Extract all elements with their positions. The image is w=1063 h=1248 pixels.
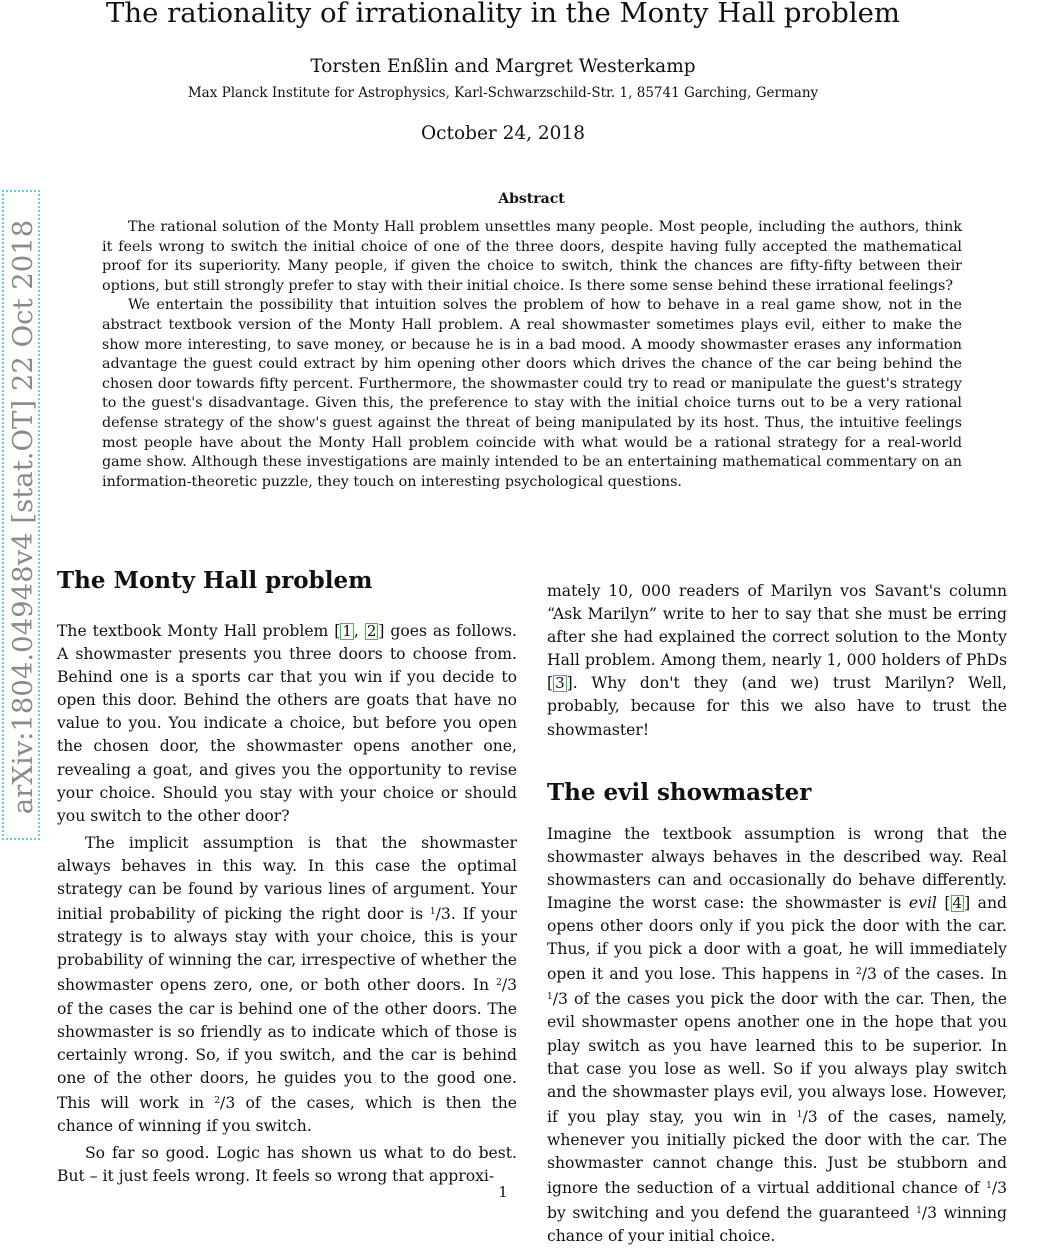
fraction-one-third: $^1$/3 [547, 990, 568, 1009]
fraction-one-third: $^1$/3 [916, 1204, 938, 1223]
arxiv-stamp[interactable] [2, 190, 40, 840]
abstract-paragraph: We entertain the possibility that intuition solves the problem of how to behave in a real game show, not in the abstract textbook version of the Monty Hall problem. A real showmaster sometimes plays evil, either to make the show more interesting, to save money, or because he is in a bad mood. A moody showmaster erases any information advantage the guest could extract by him opening other doors which drives the chance of the car being behind the chosen door towards fifty percent. Furthermore, the showmaster could try to read or manipulate the guest's strategy to the guest's disadvantage. Given this, the preference to stay with the initial choice turns out to be a very rational defense strategy of the show's guest against the threat of being manipulated by its host. Thus, the intuitive feelings most people have about the Monty Hall problem coincide with what would be a rational strategy for a real-world game show. Although these investigations are mainly intended to be an entertaining mathematical commentary on an information-theoretic puzzle, they touch on interesting psychological questions. [102, 297, 962, 490]
citation-link[interactable]: 4 [952, 893, 963, 912]
citation-link[interactable]: 2 [366, 622, 377, 640]
section-title-monty-hall: The Monty Hall problem [57, 567, 373, 594]
affiliation: Max Planck Institute for Astrophysics, Karl-Schwarzschild-Str. 1, 85741 Garching, Germany [187, 85, 819, 101]
abstract-paragraph: The rational solution of the Monty Hall problem unsettles many people. Most people, including the authors, think it feels wrong to switch the initial choice of one of the three doors, despite having fully accepted the mathematical proof for its superiority. Many people, if given the choice to switch, think the chances are fifty-fifty between their options, but still strongly prefer to stay with their initial choice. Is there some sense behind these irrational feelings? [102, 219, 962, 294]
fraction-one-third: $^1$/3 [986, 1179, 1007, 1198]
date: October 24, 2018 [421, 123, 585, 144]
fraction-one-third: $^1$/3 [429, 905, 451, 924]
abstract-heading: Abstract [498, 191, 565, 207]
section-paragraph: mately 10, 000 readers of Marilyn vos Savant's column “Ask Marilyn” write to her to say that she must be erring after she had explained the correct solution to the Monty Hall problem. Among them, nearly 1, 000 holders of PhDs [ 3 ]. Why don't they (and we) trust Marilyn? Well, probably, because for this we also have to trust the showmaster! [547, 582, 1007, 739]
section-paragraph: The implicit assumption is that the showmaster always behaves in this way. In this case the optimal strategy can be found by various lines of argument. Your initial probability of picking the right door is $^1$/3. If your strategy is to always stay with your choice, this is your probability of winning the car, irrespective of whether the showmaster opens zero, one, or both other doors. In $^2$/3 of the cases the car is behind one of the other doors. The showmaster is so friendly as to indicate which of those is certainly wrong. So, if you switch, and the car is behind one of the other doors, he guides you to the good one. This will work in $^2$/3 of the cases, which is then the chance of winning if you switch. [57, 833, 517, 1135]
left-column [57, 566, 517, 1188]
emphasis-evil: evil [908, 893, 937, 912]
fraction-two-thirds: $^2$/3 [856, 965, 877, 984]
fraction-two-thirds: $^2$/3 [496, 976, 517, 995]
paper-title: The rationality of irrationality in the Monty Hall problem [106, 0, 900, 29]
section-title-evil-showmaster: The evil showmaster [547, 778, 812, 806]
citation-link[interactable]: 3 [555, 674, 565, 693]
fraction-one-third: $^1$/3 [796, 1107, 818, 1126]
authors: Torsten Enßlin and Margret Westerkamp [310, 56, 696, 77]
page-number: 1 [498, 1183, 508, 1201]
section-paragraph: Imagine the textbook assumption is wrong that the showmaster always behaves in the described way. Real showmasters can and occasionally do behave differently. Imagine the worst case: the showmaster is evil [ 4 ] and opens other doors only if you pick the door with the car. Thus, if you pick a door with a goat, he will immediately open it and you lose. This happens in $^2$/3 of the cases. In $^1$/3 of the cases you pick the door with the car. Then, the evil showmaster opens another one in the hope that you play switch as you have learned this to be superior. In that case you lose as well. So if you always play switch and the showmaster plays evil, you always lose. However, if you play stay, you win in $^1$/3 of the cases, namely, whenever you initially picked the door with the car. The showmaster cannot change this. Just be stubborn and ignore the seduction of a virtual additional chance of $^1$/3 by switching and you defend the guaranteed $^1$/3 winning chance of your initial choice. [547, 824, 1008, 1246]
arxiv-identifier[interactable]: arXiv:1804.04948v4 [stat.OT] 22 Oct 2018 [7, 219, 39, 815]
fraction-two-thirds: $^2$/3 [214, 1093, 236, 1112]
right-column [547, 580, 1007, 1248]
section-paragraph: The textbook Monty Hall problem [ 1 , 2 ] goes as follows. A showmaster presents you three doors to choose from. Behind one is a sports car that you win if you decide to open this door. Behind the others are goats that have no value to you. You indicate a choice, but before you open the chosen door, the showmaster opens another one, revealing a goat, and gives you the opportunity to revise your choice. Should you stay with your choice or should you switch to the other door? [57, 622, 518, 825]
section-paragraph: So far so good. Logic has shown us what to do best. But – it just feels wrong. It feels so wrong that approxi- [57, 1144, 517, 1186]
citation-link[interactable]: 1 [342, 622, 352, 640]
abstract [102, 218, 962, 492]
